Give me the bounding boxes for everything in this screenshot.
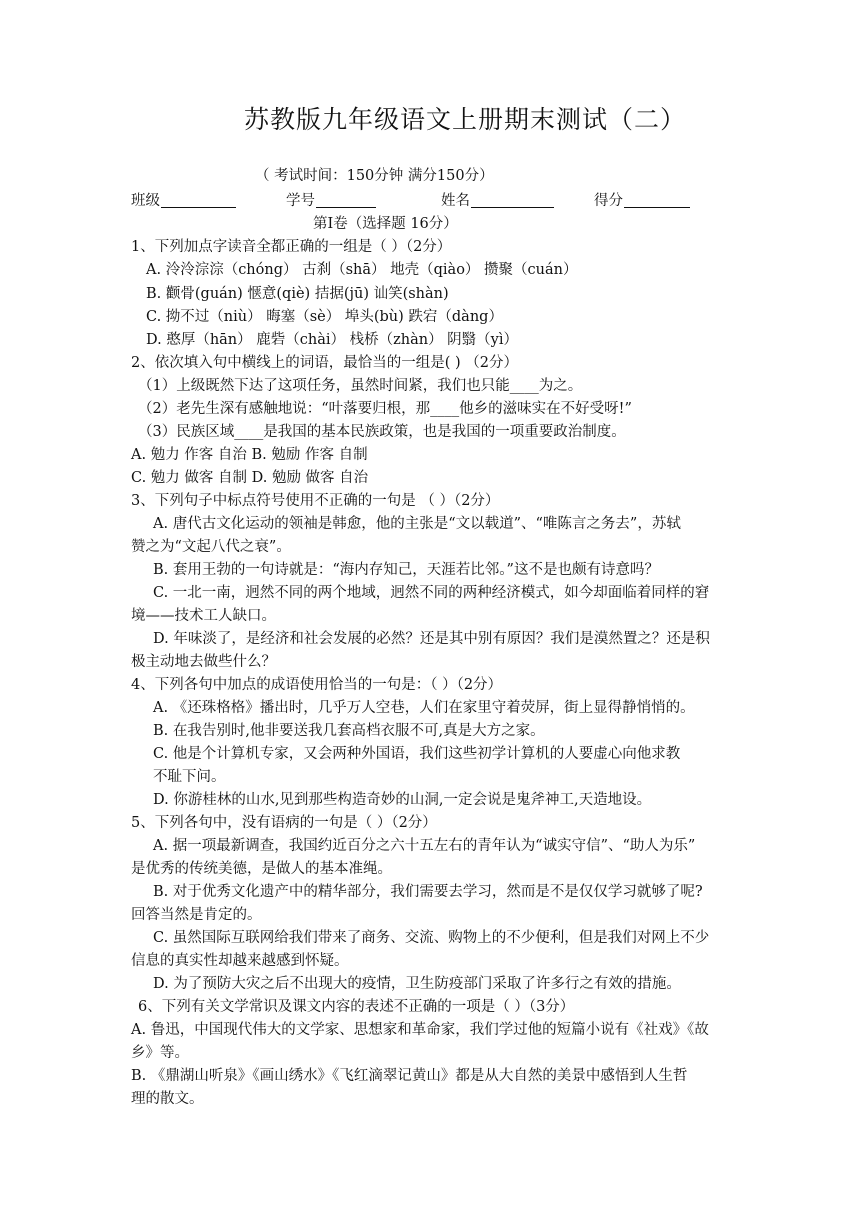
q5-option-d: D. 为了预防大灾之后不出现大的疫情，卫生防疫部门采取了许多行之有效的措施。	[153, 976, 681, 992]
q6-option-a-cont: 乡》等。	[131, 1045, 189, 1061]
q4-option-b: B. 在我告别时,他非要送我几套高档衣服不可,真是大方之家。	[153, 723, 545, 739]
q4-option-d: D. 你游桂林的山水,见到那些构造奇妙的山洞,一定会说是鬼斧神工,天造地设。	[153, 792, 652, 808]
page-title: 苏教版九年级语文上册期末测试（二）	[243, 105, 686, 134]
q3-option-c-cont: 境——技术工人缺口。	[131, 608, 276, 624]
q3-option-a-cont: 赞之为“文起八代之衰”。	[131, 539, 291, 555]
q1-option-b: B. 颧骨(guán) 惬意(qiè) 拮据(jū) 讪笑(shàn)	[146, 286, 449, 302]
q3-option-c: C. 一北一南，迥然不同的两个地域，迥然不同的两种经济模式，如今却面临着同样的窘	[153, 585, 710, 601]
q5-option-b: B. 对于优秀文化遗产中的精华部分，我们需要去学习，然而是不是仅仅学习就够了呢?	[153, 884, 703, 900]
section-heading: 第Ⅰ卷（选择题 16分）	[313, 216, 458, 232]
q6-stem: 6、下列有关文学常识及课文内容的表述不正确的一项是（ ）（3分）	[138, 999, 575, 1015]
exam-info: （ 考试时间：150分钟 满分150分）	[255, 168, 494, 184]
q5-stem: 5、下列各句中，没有语病的一句是（ ）（2分）	[131, 815, 437, 831]
q2-options-cd: C. 勉力 做客 自制 D. 勉励 做客 自治	[131, 470, 369, 486]
q2-sentence-1: （1）上级既然下达了这项任务，虽然时间紧，我们也只能____为之。	[138, 378, 583, 394]
q3-option-d: D. 年味淡了，是经济和社会发展的必然？还是其中别有原因？我们是漠然置之？还是积	[153, 631, 710, 647]
field-class-label: 班级	[131, 193, 160, 209]
q1-option-d: D. 憨厚（hān） 鹿砦（chài） 栈桥（zhàn） 阴翳（yì）	[146, 332, 519, 348]
q4-option-c: C. 他是个计算机专家，又会两种外国语，我们这些初学计算机的人要虚心向他求教	[153, 746, 681, 762]
q5-option-a-cont: 是优秀的传统美德，是做人的基本准绳。	[131, 861, 392, 877]
q6-option-b-cont: 理的散文。	[131, 1091, 204, 1107]
q5-option-b-cont: 回答当然是肯定的。	[131, 907, 262, 923]
q5-option-a: A. 据一项最新调查，我国约近百分之六十五左右的青年认为“诚实守信”、“助人为乐”	[153, 838, 696, 854]
field-number-label: 学号	[286, 193, 315, 209]
q5-option-c-cont: 信息的真实性却越来越感到怀疑。	[131, 953, 349, 969]
q1-option-a: A. 泠泠淙淙（chóng） 古刹（shā） 地壳（qiào） 攒聚（cuán）	[146, 262, 578, 278]
field-name-label: 姓名	[441, 193, 470, 209]
q2-sentence-2: （2）老先生深有感触地说：“叶落要归根，那____他乡的滋味实在不好受呀!”	[138, 401, 632, 417]
q2-options-ab: A. 勉力 作客 自治 B. 勉励 作客 自制	[131, 447, 368, 463]
score-blank[interactable]	[624, 193, 690, 208]
q6-option-b: B. 《鼎湖山听泉》《画山绣水》《飞红滴翠记黄山》都是从大自然的美景中感悟到人生哲	[131, 1068, 688, 1084]
q5-option-c: C. 虽然国际互联网给我们带来了商务、交流、购物上的不少便利，但是我们对网上不少	[153, 930, 710, 946]
q3-option-b: B. 套用王勃的一句诗就是：“海内存知己，天涯若比邻。”这不是也颇有诗意吗？	[153, 562, 659, 578]
q4-option-a: A. 《还珠格格》播出时，几乎万人空巷，人们在家里守着荧屏，街上显得静悄悄的。	[153, 700, 695, 716]
q4-stem: 4、下列各句中加点的成语使用恰当的一句是：（ ）（2分）	[131, 677, 503, 693]
q4-option-c-cont: 不耻下问。	[153, 769, 226, 785]
q2-sentence-3: （3）民族区域____是我国的基本民族政策，也是我国的一项重要政治制度。	[138, 424, 626, 440]
q3-option-a: A. 唐代古文化运动的领袖是韩愈，他的主张是“文以载道”、“唯陈言之务去”，苏轼	[153, 516, 681, 532]
field-score-label: 得分	[594, 193, 623, 209]
q3-option-d-cont: 极主动地去做些什么？	[131, 654, 276, 670]
q1-stem: 1、下列加点字读音全都正确的一组是（ ）（2分）	[131, 239, 452, 255]
class-blank[interactable]	[161, 193, 236, 208]
number-blank[interactable]	[316, 193, 376, 208]
q6-option-a: A. 鲁迅，中国现代伟大的文学家、思想家和革命家，我们学过他的短篇小说有《社戏》《故	[131, 1022, 709, 1038]
q1-option-c: C. 拗不过（niù） 晦塞（sè） 埠头(bù) 跌宕（dàng）	[146, 309, 503, 325]
q2-stem: 2、依次填入句中横线上的词语，最恰当的一组是( ) （2分）	[131, 355, 518, 371]
name-blank[interactable]	[471, 193, 554, 208]
q3-stem: 3、下列句子中标点符号使用不正确的一句是 （ ）（2分）	[131, 493, 500, 509]
